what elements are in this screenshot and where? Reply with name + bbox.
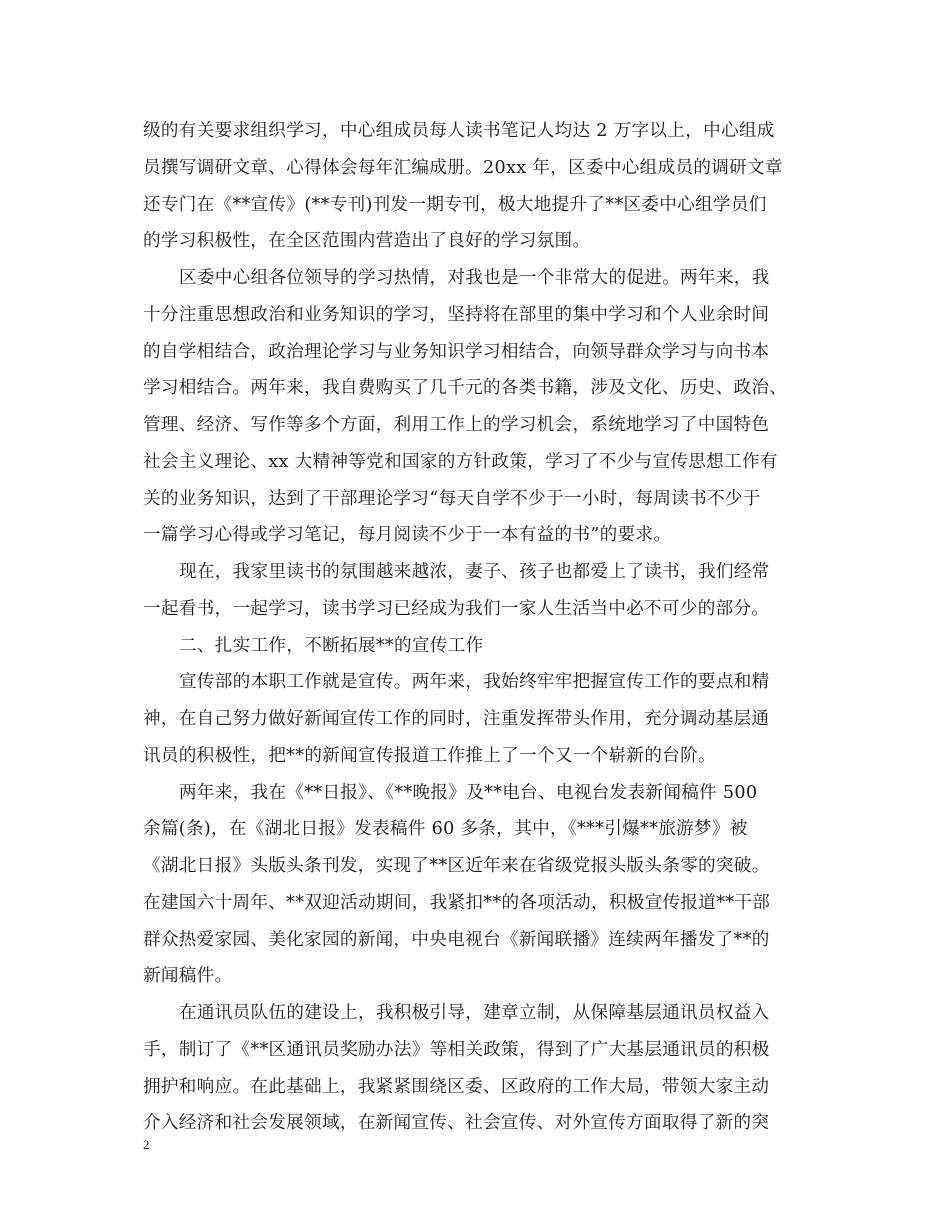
text-line: 的自学相结合，政治理论学习与业务知识学习相结合，向领导群众学习与向书本 xyxy=(143,341,770,362)
paragraph-start-line: 在通讯员队伍的建设上，我积极引导，建章立制，从保障基层通讯员权益入 xyxy=(179,1003,770,1023)
paragraph-start-line: 现在，我家里读书的氛围越来越浓，妻子、孩子也都爱上了读书，我们经常 xyxy=(179,562,770,582)
text-line: 级的有关要求组织学习，中心组成员每人读书笔记人均达 2 万字以上，中心组成 xyxy=(143,121,775,141)
paragraph-start-line: 宣传部的本职工作就是宣传。两年来，我始终牢牢把握宣传工作的要点和精 xyxy=(179,672,770,693)
text-line: 一起看书，一起学习，读书学习已经成为我们一家人生活当中必不可少的部分。 xyxy=(143,598,770,619)
text-line: 还专门在《**宣传》(**专刊)刊发一期专刊，极大地提升了**区委中心组学员们 xyxy=(143,194,767,215)
text-line: 新闻稿件。 xyxy=(143,966,233,987)
text-line: 介入经济和社会发展领域，在新闻宣传、社会宣传、对外宣传方面取得了新的突 xyxy=(143,1113,770,1134)
text-line: 员撰写调研文章、心得体会每年汇编成册。20xx 年，区委中心组成员的调研文章 xyxy=(143,157,783,178)
text-line: 学习相结合。两年来，我自费购买了几千元的各类书籍，涉及文化、历史、政治、 xyxy=(143,378,788,399)
text-line: 讯员的积极性，把**的新闻宣传报道工作推上了一个又一个崭新的台阶。 xyxy=(143,745,716,766)
text-line: 关的业务知识，达到了干部理论学习“每天自学不少于一小时，每周读书不少于 xyxy=(143,488,761,509)
text-line: 的学习积极性，在全区范围内营造出了良好的学习氛围。 xyxy=(143,231,591,252)
section-heading: 二、扎实工作，不断拓展**的宣传工作 xyxy=(179,635,484,656)
paragraph-start-line: 区委中心组各位领导的学习热情，对我也是一个非常大的促进。两年来，我 xyxy=(179,268,770,288)
text-line: 神，在自己努力做好新闻宣传工作的同时，注重发挥带头作用，充分调动基层通 xyxy=(143,709,770,729)
text-line: 拥护和响应。在此基础上，我紧紧围绕区委、区政府的工作大局，带领大家主动 xyxy=(143,1076,770,1097)
text-line: 一篇学习心得或学习笔记，每月阅读不少于一本有益的书”的要求。 xyxy=(143,525,672,546)
body-text xyxy=(143,113,813,1142)
text-line: 在建国六十周年、**双迎活动期间，我紧扣**的各项活动，积极宣传报道**干部 xyxy=(143,892,771,913)
text-line: 手，制订了《**区通讯员奖励办法》等相关政策，得到了广大基层通讯员的积极 xyxy=(143,1039,770,1060)
text-line: 《湖北日报》头版头条刊发，实现了**区近年来在省级党报头版头条零的突破。 xyxy=(143,856,770,876)
text-line: 群众热爱家园、美化家园的新闻，中央电视台《新闻联播》连续两年播发了**的 xyxy=(143,929,770,950)
paragraph-start-line: 两年来，我在《**日报》、《**晚报》及**电台、电视台发表新闻稿件 500 xyxy=(179,782,758,803)
text-line: 社会主义理论、xx 大精神等党和国家的方针政策，学习了不少与宣传思想工作有 xyxy=(143,451,778,472)
page-number: 2 xyxy=(143,1137,150,1152)
text-line: 余篇(条)，在《湖北日报》发表稿件 60 多条，其中，《***引爆**旅游梦》被 xyxy=(143,819,748,840)
text-line: 十分注重思想政治和业务知识的学习，坚持将在部里的集中学习和个人业余时间 xyxy=(143,304,770,325)
text-line: 管理、经济、写作等多个方面，利用工作上的学习机会，系统地学习了中国特色 xyxy=(143,415,770,435)
